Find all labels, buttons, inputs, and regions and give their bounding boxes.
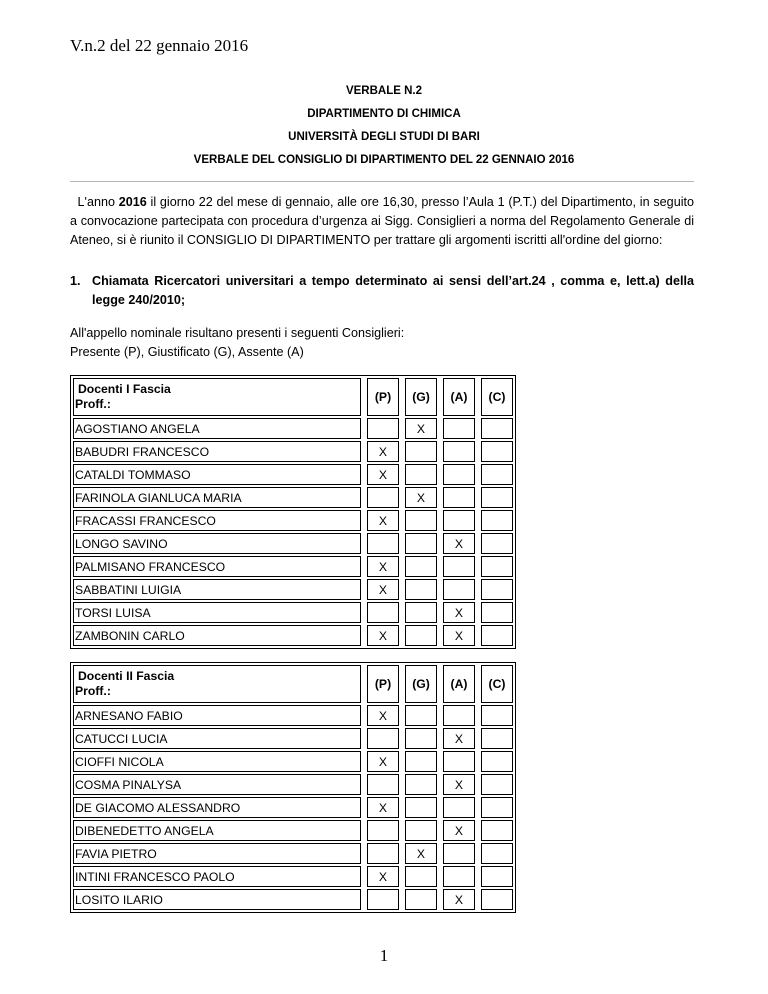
- table-row: [73, 728, 513, 749]
- attendance-mark: X: [443, 533, 475, 554]
- column-header: (P): [367, 665, 399, 703]
- column-header: (A): [443, 665, 475, 703]
- column-gap: [401, 728, 403, 749]
- column-gap: [477, 441, 479, 462]
- column-gap: [477, 418, 479, 439]
- column-gap: [477, 866, 479, 887]
- column-gap: [401, 843, 403, 864]
- column-header: (A): [443, 378, 475, 416]
- table-row: [73, 843, 513, 864]
- title-block: [0, 80, 768, 172]
- attendance-mark: [367, 843, 399, 864]
- attendance-mark: [405, 510, 437, 531]
- attendance-mark: [481, 510, 513, 531]
- column-gap: [363, 625, 365, 646]
- member-name: ZAMBONIN CARLO: [73, 625, 361, 646]
- column-gap: [439, 418, 441, 439]
- column-gap: [401, 487, 403, 508]
- agenda-item-number: 1.: [70, 274, 81, 288]
- column-gap: [401, 418, 403, 439]
- attendance-mark: [443, 441, 475, 462]
- member-name: DE GIACOMO ALESSANDRO: [73, 797, 361, 818]
- attendance-mark: [481, 843, 513, 864]
- column-gap: [363, 579, 365, 600]
- attendance-line-1: All'appello nominale risultano presenti i seguenti Consiglieri:: [70, 326, 405, 340]
- table-row: [73, 464, 513, 485]
- column-gap: [439, 665, 441, 703]
- column-gap: [477, 820, 479, 841]
- table-header-label: [73, 378, 361, 416]
- attendance-mark: [443, 751, 475, 772]
- attendance-mark: [405, 579, 437, 600]
- attendance-mark: [443, 843, 475, 864]
- table-header-title: Docenti II Fascia: [78, 669, 175, 683]
- column-gap: [439, 625, 441, 646]
- column-gap: [401, 866, 403, 887]
- table-row: [73, 751, 513, 772]
- table-header-title: Docenti I Fascia: [78, 382, 171, 396]
- column-gap: [477, 464, 479, 485]
- attendance-mark: [405, 533, 437, 554]
- attendance-mark: [405, 728, 437, 749]
- column-gap: [439, 487, 441, 508]
- member-name: COSMA PINALYSA: [73, 774, 361, 795]
- attendance-mark: [367, 728, 399, 749]
- title-university: UNIVERSITÀ DEGLI STUDI DI BARI: [288, 131, 480, 143]
- member-name: CIOFFI NICOLA: [73, 751, 361, 772]
- column-gap: [363, 378, 365, 416]
- title-department: DIPARTIMENTO DI CHIMICA: [307, 108, 461, 120]
- table-row: [73, 602, 513, 623]
- table-row: [73, 889, 513, 910]
- attendance-mark: X: [367, 705, 399, 726]
- column-gap: [401, 889, 403, 910]
- column-gap: [439, 705, 441, 726]
- column-gap: [363, 705, 365, 726]
- attendance-mark: X: [443, 774, 475, 795]
- attendance-mark: [443, 487, 475, 508]
- table-row: [73, 625, 513, 646]
- column-gap: [477, 625, 479, 646]
- attendance-mark: [405, 556, 437, 577]
- member-name: AGOSTIANO ANGELA: [73, 418, 361, 439]
- column-gap: [401, 441, 403, 462]
- column-gap: [439, 866, 441, 887]
- table-row: [73, 797, 513, 818]
- column-gap: [401, 556, 403, 577]
- attendance-mark: [481, 774, 513, 795]
- column-gap: [439, 556, 441, 577]
- column-gap: [363, 441, 365, 462]
- column-gap: [363, 556, 365, 577]
- column-gap: [477, 487, 479, 508]
- attendance-mark: X: [367, 866, 399, 887]
- member-name: TORSI LUISA: [73, 602, 361, 623]
- horizontal-divider: [70, 181, 694, 182]
- attendance-mark: X: [443, 728, 475, 749]
- table-header-row: [73, 665, 513, 703]
- column-header: (C): [481, 665, 513, 703]
- attendance-mark: [481, 464, 513, 485]
- attendance-mark: X: [367, 556, 399, 577]
- attendance-mark: [481, 889, 513, 910]
- attendance-mark: X: [367, 751, 399, 772]
- column-gap: [477, 378, 479, 416]
- column-gap: [439, 820, 441, 841]
- column-gap: [363, 820, 365, 841]
- column-gap: [363, 510, 365, 531]
- member-name: BABUDRI FRANCESCO: [73, 441, 361, 462]
- attendance-mark: [481, 602, 513, 623]
- column-gap: [401, 665, 403, 703]
- column-gap: [401, 820, 403, 841]
- attendance-mark: X: [405, 418, 437, 439]
- attendance-mark: [481, 820, 513, 841]
- attendance-mark: [405, 797, 437, 818]
- attendance-mark: [405, 820, 437, 841]
- column-gap: [363, 889, 365, 910]
- column-gap: [363, 533, 365, 554]
- member-name: CATUCCI LUCIA: [73, 728, 361, 749]
- attendance-mark: [367, 487, 399, 508]
- attendance-mark: [367, 602, 399, 623]
- member-name: ARNESANO FABIO: [73, 705, 361, 726]
- attendance-mark: X: [367, 797, 399, 818]
- member-name: CATALDI TOMMASO: [73, 464, 361, 485]
- table-row: [73, 487, 513, 508]
- column-gap: [401, 510, 403, 531]
- attendance-mark: [405, 602, 437, 623]
- member-name: FAVIA PIETRO: [73, 843, 361, 864]
- column-gap: [477, 797, 479, 818]
- column-gap: [401, 774, 403, 795]
- table-row: [73, 441, 513, 462]
- column-gap: [401, 602, 403, 623]
- intro-year: 2016: [118, 195, 147, 209]
- column-gap: [363, 751, 365, 772]
- table-row: [73, 866, 513, 887]
- attendance-mark: X: [367, 579, 399, 600]
- column-gap: [477, 602, 479, 623]
- attendance-mark: [481, 705, 513, 726]
- attendance-mark: [367, 774, 399, 795]
- table-row: [73, 556, 513, 577]
- member-name: FARINOLA GIANLUCA MARIA: [73, 487, 361, 508]
- intro-post: il giorno 22 del mese di gennaio, alle ore 16,30, presso l’Aula 1 (P.T.) del Dipartimento, in seguito a convocazione partecipata con procedura d’urgenza ai Sigg. Consiglieri a norma del Regolamento Generale di Ateneo, si è riunito il CONSIGLIO DI DIPARTIMENTO per trattare gli argomenti iscritti all'ordine del giorno:: [70, 195, 694, 247]
- table-header-label: [73, 665, 361, 703]
- attendance-mark: [367, 820, 399, 841]
- attendance-mark: X: [367, 510, 399, 531]
- column-gap: [363, 843, 365, 864]
- attendance-mark: [367, 889, 399, 910]
- attendance-mark: [405, 751, 437, 772]
- column-gap: [439, 797, 441, 818]
- column-gap: [401, 378, 403, 416]
- column-gap: [477, 774, 479, 795]
- attendance-mark: [481, 579, 513, 600]
- column-gap: [363, 728, 365, 749]
- attendance-mark: X: [405, 843, 437, 864]
- attendance-mark: [443, 556, 475, 577]
- column-gap: [477, 510, 479, 531]
- attendance-mark: X: [405, 487, 437, 508]
- column-gap: [477, 665, 479, 703]
- column-gap: [363, 774, 365, 795]
- roster-table-docenti-i-fascia: [70, 375, 516, 649]
- attendance-mark: X: [367, 441, 399, 462]
- column-gap: [363, 665, 365, 703]
- column-gap: [363, 418, 365, 439]
- attendance-mark: [481, 441, 513, 462]
- table-header-subtitle: Proff.:: [75, 397, 111, 411]
- column-gap: [363, 464, 365, 485]
- member-name: INTINI FRANCESCO PAOLO: [73, 866, 361, 887]
- attendance-mark: [443, 579, 475, 600]
- column-gap: [401, 797, 403, 818]
- attendance-mark: X: [443, 625, 475, 646]
- attendance-mark: [443, 705, 475, 726]
- attendance-mark: [405, 441, 437, 462]
- column-gap: [439, 728, 441, 749]
- column-gap: [477, 705, 479, 726]
- column-gap: [439, 843, 441, 864]
- attendance-mark: [367, 533, 399, 554]
- attendance-mark: [481, 797, 513, 818]
- attendance-mark: [443, 797, 475, 818]
- column-gap: [363, 487, 365, 508]
- column-gap: [477, 556, 479, 577]
- attendance-mark: [481, 418, 513, 439]
- column-header: (P): [367, 378, 399, 416]
- intro-paragraph: [70, 193, 694, 250]
- title-council-date: VERBALE DEL CONSIGLIO DI DIPARTIMENTO DEL 22 GENNAIO 2016: [193, 154, 575, 166]
- column-gap: [401, 751, 403, 772]
- attendance-mark: [367, 418, 399, 439]
- column-gap: [477, 728, 479, 749]
- attendance-mark: [405, 705, 437, 726]
- column-header: (G): [405, 378, 437, 416]
- column-gap: [439, 533, 441, 554]
- column-gap: [363, 602, 365, 623]
- table-header-subtitle: Proff.:: [75, 684, 111, 698]
- attendance-mark: [405, 774, 437, 795]
- running-header: V.n.2 del 22 gennaio 2016: [70, 36, 249, 55]
- page-number: 1: [379, 946, 389, 965]
- column-gap: [439, 602, 441, 623]
- attendance-mark: [405, 464, 437, 485]
- attendance-mark: [405, 625, 437, 646]
- column-gap: [439, 751, 441, 772]
- member-name: PALMISANO FRANCESCO: [73, 556, 361, 577]
- attendance-mark: X: [443, 602, 475, 623]
- member-name: LOSITO ILARIO: [73, 889, 361, 910]
- attendance-mark: [443, 510, 475, 531]
- attendance-mark: [481, 487, 513, 508]
- attendance-mark: [481, 625, 513, 646]
- table-row: [73, 705, 513, 726]
- attendance-mark: [481, 751, 513, 772]
- table-row: [73, 510, 513, 531]
- agenda-item: [70, 272, 694, 310]
- member-name: SABBATINI LUIGIA: [73, 579, 361, 600]
- member-name: FRACASSI FRANCESCO: [73, 510, 361, 531]
- column-gap: [401, 705, 403, 726]
- column-gap: [401, 533, 403, 554]
- column-gap: [439, 510, 441, 531]
- attendance-mark: [481, 728, 513, 749]
- column-gap: [477, 533, 479, 554]
- attendance-mark: X: [367, 464, 399, 485]
- attendance-mark: [481, 556, 513, 577]
- table-row: [73, 579, 513, 600]
- table-header-row: [73, 378, 513, 416]
- intro-pre: L'anno: [77, 195, 119, 209]
- attendance-mark: X: [367, 625, 399, 646]
- table-row: [73, 820, 513, 841]
- column-gap: [439, 579, 441, 600]
- member-name: DIBENEDETTO ANGELA: [73, 820, 361, 841]
- table-row: [73, 533, 513, 554]
- column-gap: [477, 843, 479, 864]
- attendance-mark: [405, 889, 437, 910]
- column-gap: [477, 889, 479, 910]
- column-gap: [477, 751, 479, 772]
- column-gap: [363, 797, 365, 818]
- attendance-mark: X: [443, 889, 475, 910]
- column-gap: [439, 464, 441, 485]
- member-name: LONGO SAVINO: [73, 533, 361, 554]
- column-gap: [477, 579, 479, 600]
- roster-table-docenti-ii-fascia: [70, 662, 516, 913]
- column-gap: [401, 464, 403, 485]
- column-gap: [401, 625, 403, 646]
- column-header: (G): [405, 665, 437, 703]
- attendance-mark: [405, 866, 437, 887]
- column-gap: [439, 889, 441, 910]
- title-verbale-number: VERBALE N.2: [345, 85, 423, 97]
- column-gap: [363, 866, 365, 887]
- table-row: [73, 774, 513, 795]
- attendance-note: [70, 324, 694, 361]
- attendance-mark: [481, 533, 513, 554]
- attendance-legend: Presente (P), Giustificato (G), Assente (A): [70, 344, 304, 359]
- attendance-mark: [481, 866, 513, 887]
- attendance-mark: [443, 464, 475, 485]
- column-gap: [439, 441, 441, 462]
- column-gap: [439, 774, 441, 795]
- column-gap: [401, 579, 403, 600]
- agenda-item-text: Chiamata Ricercatori universitari a tempo determinato ai sensi dell’art.24 , comma e, lett.a) della legge 240/2010;: [92, 274, 694, 307]
- table-row: [73, 418, 513, 439]
- column-gap: [439, 378, 441, 416]
- attendance-mark: X: [443, 820, 475, 841]
- column-header: (C): [481, 378, 513, 416]
- attendance-mark: [443, 866, 475, 887]
- attendance-mark: [443, 418, 475, 439]
